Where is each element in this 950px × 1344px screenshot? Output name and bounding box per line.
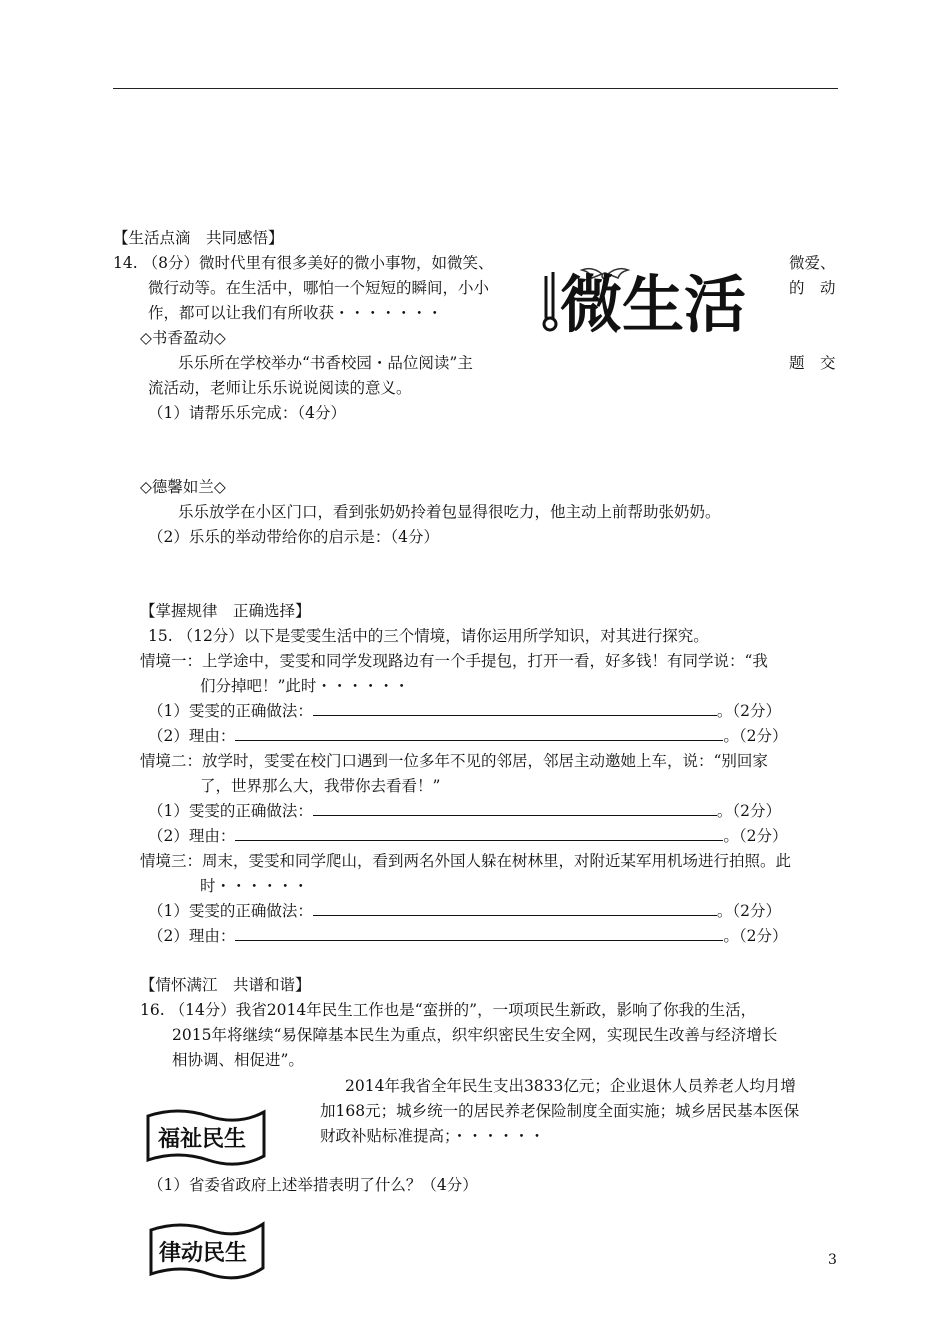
reason-blank-input[interactable] [235,926,723,941]
answer-label: （1）雯雯的正确做法： [148,902,313,920]
score-label: 。（2分） [723,827,788,845]
answer-blank-input[interactable] [313,701,717,716]
reading-para-line-1-right: 题 交 [789,354,836,372]
scenario-3-line-2: 时・・・・・・ [200,877,309,895]
section-heading-harmony: 【情怀满江 共谱和谐】 [140,976,311,994]
q14-line-1: 14. （8分）微时代里有很多美好的微小事物，如微笑、 [113,254,494,272]
q14-line-3: 作，都可以让我们有所收获・・・・・・・ [148,304,443,322]
answer-blank-input[interactable] [313,801,717,816]
q16-line-1: 16. （14分）我省2014年民生工作也是“蛮拼的”，一项项民生新政，影响了你我的生活， [140,1001,757,1019]
q14-sub-1: （1）请帮乐乐完成：（4分） [148,404,346,422]
scenario-3-answer-row [148,901,781,921]
banner-welfare-text: 福祉民生 [158,1126,247,1152]
scenario-1-answer-row [148,701,781,721]
scenario-2-answer-row [148,801,781,821]
score-label: 。（2分） [716,702,781,720]
score-label: 。（2分） [723,927,788,945]
score-label: 。（2分） [716,902,781,920]
section-heading-rules: 【掌握规律 正确选择】 [140,602,311,620]
wei-shenghuo-logo [540,262,760,336]
page-number: 3 [828,1252,837,1268]
reading-para-line-2: 流活动，老师让乐乐说说阅读的意义。 [148,379,412,397]
virtue-para: 乐乐放学在小区门口，看到张奶奶拎着包显得很吃力，他主动上前帮助张奶奶。 [178,503,721,521]
answer-blank-input[interactable] [313,901,717,916]
banner-rhythm-text: 律动民生 [159,1240,248,1266]
scenario-3-line-1: 情境三：周末，雯雯和同学爬山，看到两名外国人躲在树林里，对附近某军用机场进行拍照。此 [140,852,792,870]
score-label: 。（2分） [723,727,788,745]
scenario-1-line-1: 情境一：上学途中，雯雯和同学发现路边有一个手提包，打开一看，好多钱！有同学说：“我 [140,652,768,670]
q14-line-2-right: 的 动 [789,279,836,297]
scenario-1-line-2: 们分掉吧！”此时・・・・・・ [200,677,410,695]
logo-text: 微生活 [560,268,747,336]
q16-line-3: 相协调、相促进”。 [172,1051,304,1069]
policy-para-line-2: 加168元；城乡统一的居民养老保险制度全面实施；城乡居民基本医保 [320,1102,800,1120]
banner-welfare [140,1100,270,1172]
policy-para-line-3: 财政补贴标准提高；・・・・・・ [320,1127,545,1145]
scenario-2-reason-row [148,826,788,846]
policy-para-line-1: 2014年我省全年民生支出3833亿元；企业退休人员养老人均月增 [345,1077,796,1095]
scenario-2-line-2: 了，世界那么大，我带你去看看！” [200,777,441,795]
banner-rhythm [145,1212,270,1284]
q14-line-1-right: 微爱、 [789,254,836,272]
scenario-2-line-1: 情境二：放学时，雯雯在校门口遇到一位多年不见的邻居，邻居主动邀她上车，说：“别回家 [140,752,768,770]
q15-intro: 15. （12分）以下是雯雯生活中的三个情境，请你运用所学知识，对其进行探究。 [148,627,709,645]
reading-para-line-1: 乐乐所在学校举办“书香校园・品位阅读”主 [178,354,473,372]
reason-label: （2）理由： [148,927,236,945]
q16-sub-1: （1）省委省政府上述举措表明了什么？（4分） [148,1176,478,1194]
scenario-3-reason-row [148,926,788,946]
subheading-reading: ◇书香盈动◇ [140,329,226,347]
q16-line-2: 2015年将继续“易保障基本民生为重点，织牢织密民生安全网，实现民生改善与经济增长 [172,1026,778,1044]
q14-line-2: 微行动等。在生活中，哪怕一个短短的瞬间，小小 [148,279,490,297]
answer-label: （1）雯雯的正确做法： [148,802,313,820]
section-heading-life: 【生活点滴 共同感悟】 [113,229,284,247]
subheading-virtue: ◇德馨如兰◇ [140,478,226,496]
reason-label: （2）理由： [148,827,236,845]
answer-label: （1）雯雯的正确做法： [148,702,313,720]
q14-sub-2: （2）乐乐的举动带给你的启示是：（4分） [148,528,439,546]
reason-label: （2）理由： [148,727,236,745]
reason-blank-input[interactable] [235,826,723,841]
header-rule [113,88,838,89]
score-label: 。（2分） [716,802,781,820]
scenario-1-reason-row [148,726,788,746]
reason-blank-input[interactable] [235,726,723,741]
